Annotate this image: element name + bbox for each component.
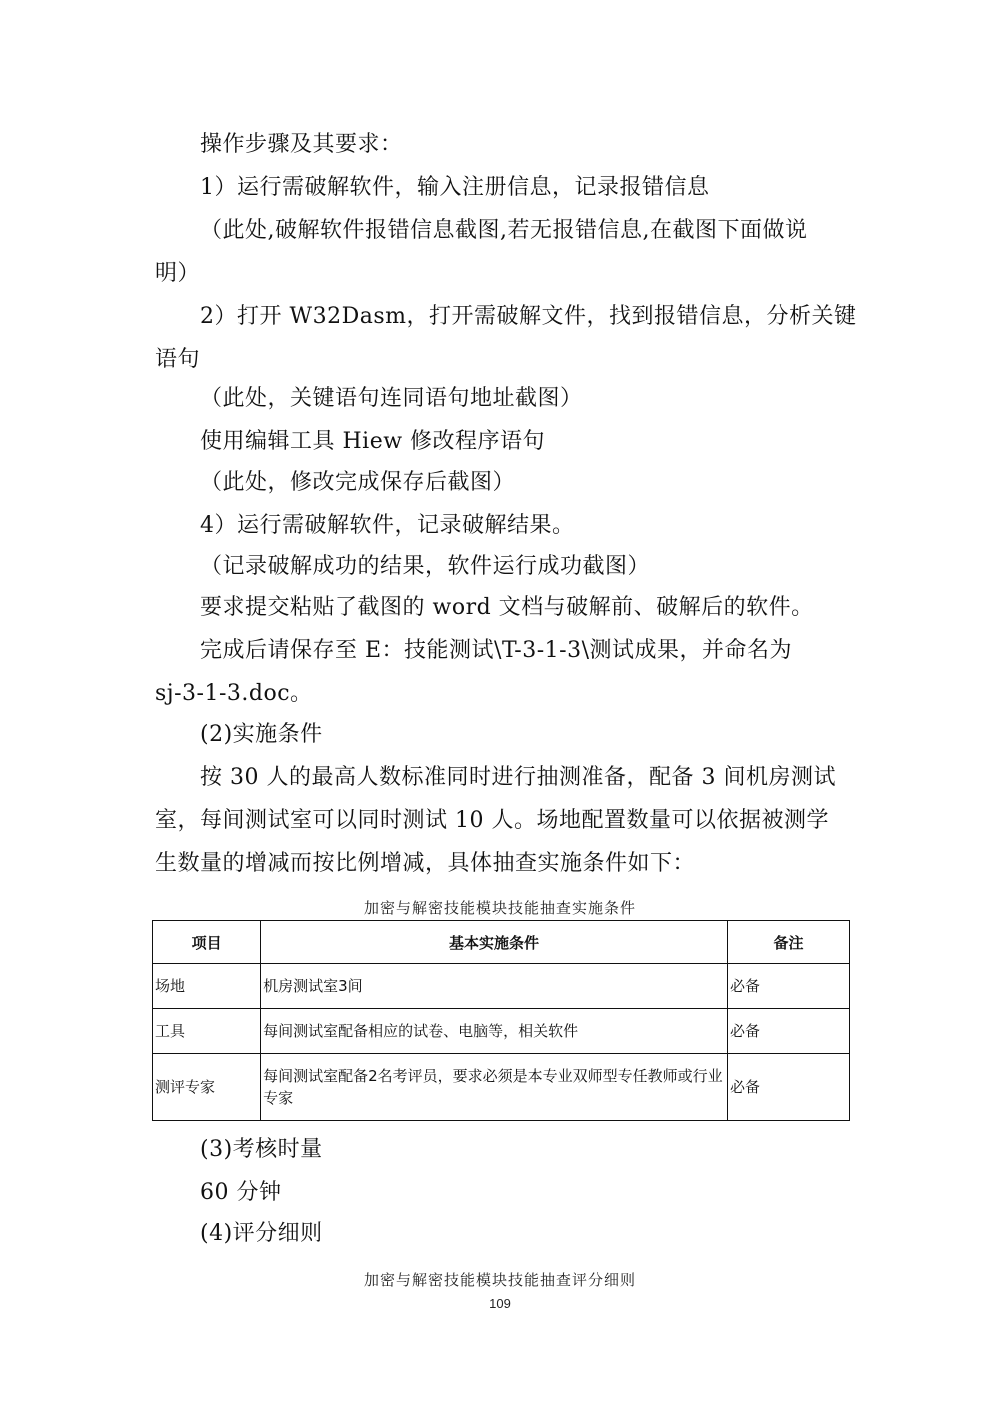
table-cell: 测评专家 [153, 1054, 261, 1121]
paragraph-save-path-cont: sj-3-1-3.doc。 [155, 681, 313, 706]
table-row [153, 1054, 850, 1121]
paragraph-screenshot-note-4: （记录破解成功的结果，软件运行成功截图） [200, 554, 651, 579]
paragraph-duration-value: 60 分钟 [200, 1180, 282, 1205]
paragraph-conditions-2: 室，每间测试室可以同时测试 10 人。场地配置数量可以依据被测学 [155, 808, 829, 833]
section-heading-conditions: (2)实施条件 [200, 722, 323, 747]
paragraph-step-4: 4）运行需破解软件，记录破解结果。 [200, 513, 575, 538]
paragraph-conditions-3: 生数量的增减而按比例增减，具体抽查实施条件如下： [155, 851, 696, 876]
table-header-conditions: 基本实施条件 [261, 921, 728, 964]
section-heading-duration: (3)考核时量 [200, 1137, 323, 1162]
table-row [153, 964, 850, 1009]
paragraph-save-path: 完成后请保存至 E：技能测试\T-3-1-3\测试成果，并命名为 [200, 638, 793, 663]
table-cell: 场地 [153, 964, 261, 1009]
paragraph-screenshot-note-3: （此处，修改完成保存后截图） [200, 470, 516, 495]
conditions-table [152, 920, 850, 1121]
table-header-remarks: 备注 [727, 921, 849, 964]
paragraph-step-1: 1）运行需破解软件，输入注册信息，记录报错信息 [200, 175, 710, 200]
paragraph-screenshot-note-1: （此处,破解软件报错信息截图,若无报错信息,在截图下面做说 [200, 218, 808, 243]
page-number: 109 [489, 1296, 511, 1311]
paragraph-submit-requirement: 要求提交粘贴了截图的 word 文档与破解前、破解后的软件。 [200, 595, 814, 620]
paragraph-conditions-1: 按 30 人的最高人数标准同时进行抽测准备，配备 3 间机房测试 [200, 765, 836, 790]
paragraph-step-2-cont: 语句 [155, 347, 201, 372]
paragraph-steps-heading: 操作步骤及其要求： [200, 132, 403, 157]
paragraph-screenshot-note-2: （此处，关键语句连同语句地址截图） [200, 386, 583, 411]
table-header-item: 项目 [153, 921, 261, 964]
scoring-table-caption: 加密与解密技能模块技能抽查评分细则 [363, 1271, 636, 1289]
table-cell: 必备 [727, 1054, 849, 1121]
table-cell: 每间测试室配备2名考评员，要求必须是本专业双师型专任教师或行业专家 [261, 1054, 728, 1121]
table-header-row [153, 921, 850, 964]
paragraph-step-2: 2）打开 W32Dasm，打开需破解文件，找到报错信息，分析关键 [200, 304, 857, 329]
table-cell: 每间测试室配备相应的试卷、电脑等，相关软件 [261, 1009, 728, 1054]
table-row [153, 1009, 850, 1054]
paragraph-screenshot-note-1-cont: 明） [155, 261, 201, 286]
table-cell: 必备 [727, 1009, 849, 1054]
table-caption: 加密与解密技能模块技能抽查实施条件 [363, 899, 636, 917]
table-cell: 机房测试室3间 [261, 964, 728, 1009]
table-cell: 工具 [153, 1009, 261, 1054]
table-cell: 必备 [727, 964, 849, 1009]
section-heading-scoring: (4)评分细则 [200, 1221, 323, 1246]
paragraph-step-3: 使用编辑工具 Hiew 修改程序语句 [200, 429, 546, 454]
